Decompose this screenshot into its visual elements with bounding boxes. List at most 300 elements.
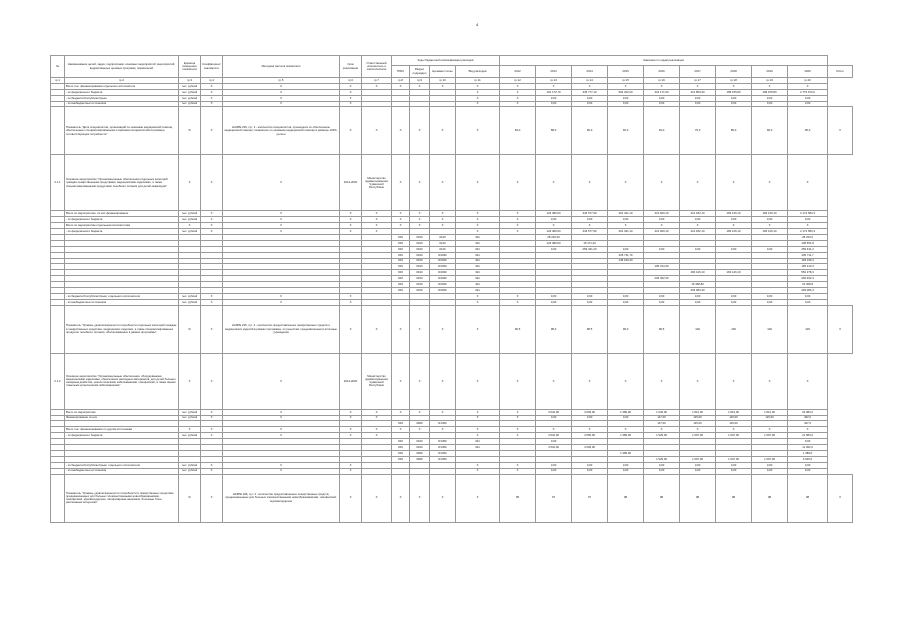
table-cell: X [500, 468, 536, 474]
table-cell: R1450 [430, 445, 456, 451]
table-cell: 95,0 [788, 107, 828, 155]
table-cell: 1 697,00 [680, 433, 716, 439]
table-cell: X [201, 409, 223, 415]
header-method: Методика расчета показателя [223, 56, 340, 78]
table-cell: X [201, 211, 223, 217]
table-cell: 117,00 [644, 415, 680, 421]
table-cell: Всего тыс. финансирования по другим источникам [65, 427, 179, 433]
table-cell: 195 313,3 [788, 264, 828, 270]
header-total: Итого [828, 66, 853, 78]
table-cell: 184 126,10 [716, 211, 752, 217]
header-column-number: гр.1 [51, 78, 65, 84]
table-cell: 0,00 [716, 299, 752, 305]
table-cell: Показатель "Уровень удовлетворенности потребности отдельных категорий граждан в лекарственных средствах, медицинских изделиях, а также специализированных продуктах лечебного питания, обеспечиваемых в рамках программы" [65, 305, 179, 353]
table-cell: X [456, 299, 500, 305]
header-year: 2017 [680, 66, 716, 78]
table-cell: 903 [392, 276, 410, 282]
table-cell: тыс. рублей [179, 299, 201, 305]
table-cell: X [430, 427, 456, 433]
table-cell: X [179, 223, 201, 229]
table-cell: X [410, 155, 430, 211]
table-cell: тыс. рублей [179, 293, 201, 299]
table-cell: 115,00 [716, 421, 752, 427]
table-cell: X [410, 223, 430, 229]
table-cell: 98,5 [572, 305, 608, 353]
table-cell: 0910 [410, 288, 430, 294]
table-cell: X [644, 223, 680, 229]
table-cell: X [456, 293, 500, 299]
table-cell: 184 126,10 [752, 211, 788, 217]
table-cell: 0,00 [680, 462, 716, 468]
table-cell: 421 920,10 [644, 229, 680, 235]
table-cell: Финансирование из них [65, 415, 179, 421]
table-cell: 138 651,8 [788, 240, 828, 246]
table-cell: 6 620,0 [788, 456, 828, 462]
table-cell: 0910 [410, 282, 430, 288]
table-cell: X [340, 462, 362, 468]
table-cell: 0910 [410, 439, 430, 445]
table-cell: НАЗРЕ 226, сут. 4 - количество специалистов, прошедших по обеспечению медицинской помощи; показатель по оказанию медицинской помощи в размере 100%, регион [223, 107, 340, 155]
table-cell: X [201, 229, 223, 235]
table-cell: X [716, 83, 752, 89]
table-row [51, 353, 853, 409]
table-cell: X [340, 299, 362, 305]
table-cell: 594 232,00 [608, 89, 644, 95]
table-cell: X [223, 229, 340, 235]
table-cell: 99,0 [608, 305, 644, 353]
table-cell: X [456, 462, 500, 468]
table-cell: 1 697,00 [752, 433, 788, 439]
header-year: 2013 [536, 66, 572, 78]
table-cell: X [340, 229, 362, 235]
table-cell: 0,00 [716, 246, 752, 252]
page-number: 4 [476, 22, 479, 27]
table-cell: X [456, 229, 500, 235]
header-column-number: гр.6 [340, 78, 362, 84]
table-cell: 0,00 [752, 95, 788, 101]
table-cell: X [201, 293, 223, 299]
table-cell: тыс. рублей [179, 89, 201, 95]
table-cell: X [340, 409, 362, 415]
table-cell: 0,00 [716, 95, 752, 101]
table-cell: X [392, 155, 410, 211]
table-cell: 0,00 [644, 468, 680, 474]
table-cell: X [362, 107, 392, 155]
header-column-number: гр.20 [788, 78, 828, 84]
table-cell: X [456, 217, 500, 223]
table-cell: 184 126,10 [716, 270, 752, 276]
table-cell: X [456, 211, 500, 217]
table-cell: X [430, 155, 456, 211]
table-cell: 184 126,10 [752, 229, 788, 235]
table-cell: 100 [716, 305, 752, 353]
table-cell: 0120 [430, 246, 456, 252]
table-cell: 1 389,00 [608, 409, 644, 415]
table-cell: 0910 [410, 258, 430, 264]
header-column-number: гр.12 [500, 78, 536, 84]
table-cell: X [201, 89, 223, 95]
table-cell: X [223, 353, 340, 409]
table-cell: 321 [456, 235, 500, 241]
table-cell: 115,00 [680, 415, 716, 421]
table-cell: 15 368,8 [788, 282, 828, 288]
table-cell: X [340, 468, 362, 474]
table-cell: 321 [456, 246, 500, 252]
table-cell: X [456, 305, 500, 353]
table-cell: X [572, 353, 608, 409]
table-cell: X [340, 211, 362, 217]
table-cell: 0,00 [788, 468, 828, 474]
table-cell: X [430, 107, 456, 155]
table-cell: 1 697,00 [716, 433, 752, 439]
header-budget-codes: Коды бюджетной классификации расходов [392, 56, 500, 66]
table-cell: X [716, 223, 752, 229]
table-cell: 2014-2020 [340, 155, 362, 211]
table-cell: 21 584,0 [788, 433, 828, 439]
table-cell: 28 220,00 [536, 235, 572, 241]
table-cell: X [788, 427, 828, 433]
table-cell: 148 199,4 [788, 258, 828, 264]
table-cell: Министерство здравоохранения Чувашской Республики [362, 353, 392, 409]
table-cell: 205 711,70 [608, 252, 644, 258]
table-cell: R4030 [430, 276, 456, 282]
table-cell: X [410, 107, 430, 155]
table-cell: X [500, 89, 536, 95]
table-cell: - из внебюджетных источников [65, 101, 179, 107]
header-year: 2018 [716, 66, 752, 78]
table-cell: 0,00 [572, 468, 608, 474]
header-values-by-year: Значения по годам реализации [500, 56, 828, 66]
table-cell: Всего тыс. финансирования отдельного исполнителя [65, 83, 179, 89]
table-cell: 0910 [410, 276, 430, 282]
header-column-number: гр.5 [223, 78, 340, 84]
table-cell: R1450 [430, 456, 456, 462]
table-cell: 115,00 [680, 421, 716, 427]
table-cell: X [223, 83, 340, 89]
table-cell: 412 853,30 [680, 89, 716, 95]
table-cell: X [223, 427, 340, 433]
table-cell: X [828, 474, 853, 522]
table-cell: 321 [456, 439, 500, 445]
table-cell: 903 [392, 450, 410, 456]
table-cell: 115,00 [752, 415, 788, 421]
table-cell: X [410, 474, 430, 522]
table-cell: 98 [644, 474, 680, 522]
table-cell: X [788, 353, 828, 409]
table-cell: 0,00 [716, 468, 752, 474]
table-cell: X [340, 89, 362, 95]
table-cell: 23 082,0 [788, 409, 828, 415]
table-cell: X [201, 427, 223, 433]
table-cell: 0,00 [644, 101, 680, 107]
table-cell: X [456, 107, 500, 155]
table-cell: X [392, 107, 410, 155]
table-cell: X [410, 211, 430, 217]
table-cell: X [201, 468, 223, 474]
table-cell: 99,5 [644, 305, 680, 353]
table-cell: X [340, 217, 362, 223]
table-cell: X [752, 427, 788, 433]
table-cell: - из бюджета Республики Крым, отдельного исполнителя [65, 462, 179, 468]
table-cell: 0,00 [752, 299, 788, 305]
table-cell: 0,00 [572, 95, 608, 101]
table-cell: X [500, 217, 536, 223]
table-cell: - из федерального бюджета [65, 229, 179, 235]
table-cell: 0,00 [788, 299, 828, 305]
table-cell: 491 431,10 [608, 229, 644, 235]
table-cell: 903 [392, 240, 410, 246]
table-cell: 903 [392, 282, 410, 288]
table-cell: X [500, 83, 536, 89]
table-cell: X [340, 474, 362, 522]
table-cell: 123 480,60 [536, 229, 572, 235]
table-cell: X [608, 223, 644, 229]
table-cell: 0,00 [644, 246, 680, 252]
table-cell: X [362, 409, 392, 415]
table-cell: тыс. рублей [179, 101, 201, 107]
table-cell: 1 529,00 [644, 433, 680, 439]
table-cell: 0,00 [536, 439, 572, 445]
table-cell: - из бюджета Республики Крым [65, 95, 179, 101]
table-cell: Основное мероприятие "Организационные обеспечения, оборудованием, медицинскими изделиями, обеспечение расходных материалов, для детей больных сахарным диабетом, онкологическими заболеваниями, гемофилией, а также иными тяжелыми хроническими заболеваниями" [65, 353, 179, 409]
table-cell: X [430, 353, 456, 409]
table-cell: X [340, 415, 362, 421]
table-cell: 903 [392, 288, 410, 294]
table-cell: X [572, 155, 608, 211]
table-cell: 0,00 [536, 468, 572, 474]
table-cell: 0909 [410, 421, 430, 427]
table-cell: X [201, 474, 223, 522]
table-cell: X [536, 83, 572, 89]
header-year: 2015 [608, 66, 644, 78]
table-cell: 97 [536, 474, 572, 522]
table-cell: X [223, 95, 340, 101]
table-cell: 0,00 [572, 101, 608, 107]
table-cell: 184 126,10 [680, 270, 716, 276]
table-cell: 0,00 [716, 293, 752, 299]
table-cell: - из федерального бюджета [65, 89, 179, 95]
table-cell: 100 [680, 305, 716, 353]
table-cell: 903 [392, 246, 410, 252]
table-cell: 321 [456, 264, 500, 270]
table-cell: 0,00 [536, 101, 572, 107]
table-cell: 0,00 [536, 415, 572, 421]
table-cell: 0,00 [752, 101, 788, 107]
table-cell: X [500, 415, 536, 421]
table-cell: 903 [392, 439, 410, 445]
table-cell: 189 155,80 [716, 89, 752, 95]
table-cell: X [201, 107, 223, 155]
table-cell: 0,00 [572, 293, 608, 299]
table-cell: X [392, 353, 410, 409]
table-cell: 0,00 [608, 101, 644, 107]
table-cell: 0,00 [752, 217, 788, 223]
table-cell: X [456, 83, 500, 89]
table-cell: 123 480,60 [536, 240, 572, 246]
table-cell: 491 431,10 [608, 211, 644, 217]
table-cell: 0,00 [536, 293, 572, 299]
table-cell: X [680, 83, 716, 89]
table-cell: X [644, 83, 680, 89]
table-cell: X [536, 223, 572, 229]
table-cell: X [410, 83, 430, 89]
table-cell: R4030 [430, 252, 456, 258]
table-cell: X [223, 211, 340, 217]
table-cell: X [340, 107, 362, 155]
table-cell: X [456, 433, 500, 439]
table-cell: X [430, 83, 456, 89]
table-cell: X [752, 155, 788, 211]
table-cell: 0,00 [536, 299, 572, 305]
table-cell: 0,00 [788, 95, 828, 101]
table-cell: 412 182,10 [680, 229, 716, 235]
table-cell: 0910 [410, 252, 430, 258]
table-cell: 0910 [410, 270, 430, 276]
table-cell: 259 431,20 [572, 246, 608, 252]
table-cell: 2.1.1 [51, 155, 65, 211]
table-cell: X [608, 83, 644, 89]
table-cell: 1 812,00 [680, 409, 716, 415]
table-cell: X [456, 101, 500, 107]
table-cell: 0,00 [788, 439, 828, 445]
table-cell: 321 [456, 445, 500, 451]
table-row [51, 107, 853, 155]
table-cell: X [410, 217, 430, 223]
table-cell: X [572, 427, 608, 433]
table-cell: Основное мероприятие "Организационные обеспечения отдельных категорий граждан лекарственными средствами, медицинскими изделиями, а также специализированными продуктами лечебного питания для детей-инвалидов" [65, 155, 179, 211]
table-cell: X [500, 293, 536, 299]
table-cell: 148 199,40 [608, 258, 644, 264]
table-cell: 321 [456, 252, 500, 258]
table-cell: X [201, 299, 223, 305]
table-cell: 93,0 [644, 107, 680, 155]
table-cell: 0,00 [572, 415, 608, 421]
table-cell: 117,00 [644, 421, 680, 427]
table-cell: X [536, 155, 572, 211]
table-cell [51, 305, 65, 353]
header-column-number: гр.16 [644, 78, 680, 84]
table-cell: 98 [788, 474, 828, 522]
table-cell: X [608, 155, 644, 211]
table-cell: X [500, 433, 536, 439]
table-cell: X [644, 353, 680, 409]
table-cell: 90,0 [752, 107, 788, 155]
table-cell: X [788, 83, 828, 89]
table-cell: 0,00 [680, 246, 716, 252]
table-cell: X [410, 353, 430, 409]
table-cell: 1 697,00 [716, 456, 752, 462]
table-cell: R4030 [430, 270, 456, 276]
table-cell: X [500, 223, 536, 229]
table-cell: X [340, 427, 362, 433]
table-cell: 205 711,7 [788, 252, 828, 258]
table-cell: 98 [752, 474, 788, 522]
header-column-number: гр.2 [65, 78, 179, 84]
table-cell: X [362, 415, 392, 421]
table-cell: 0,00 [608, 293, 644, 299]
header-column-number: гр.19 [752, 78, 788, 84]
table-cell: 0909 [410, 450, 430, 456]
table-cell: 0,00 [536, 217, 572, 223]
table-cell: % [179, 107, 201, 155]
table-cell: 92,0 [608, 107, 644, 155]
table-cell: X [201, 433, 223, 439]
table-cell: X [201, 462, 223, 468]
table-cell: X [828, 305, 853, 353]
table-cell: 88,0 [536, 107, 572, 155]
table-cell: 2014-2020 [340, 353, 362, 409]
table-cell: 0,00 [752, 246, 788, 252]
header-column-number: гр.10 [430, 78, 456, 84]
table-cell: X [223, 155, 340, 211]
table-cell: 343 577,90 [572, 211, 608, 217]
table-cell: 1 389,0 [788, 450, 828, 456]
table-cell: X [392, 305, 410, 353]
table-cell: 0,00 [572, 217, 608, 223]
table-cell: тыс. рублей [179, 462, 201, 468]
table-cell: 11 062,0 [788, 445, 828, 451]
table-cell: R4030 [430, 288, 456, 294]
table-cell: 0,00 [680, 217, 716, 223]
table-cell: 0,00 [536, 95, 572, 101]
table-cell: 195 313,30 [644, 264, 680, 270]
table-cell: X [362, 217, 392, 223]
table-cell: 1 812,00 [752, 409, 788, 415]
table-cell: X [500, 427, 536, 433]
header-vr: Вид расходов [456, 66, 500, 78]
table-cell: тыс. рублей [179, 83, 201, 89]
table-cell: X [201, 223, 223, 229]
table-cell: 0,00 [608, 217, 644, 223]
table-cell: 98,0 [536, 305, 572, 353]
table-cell: 0,00 [608, 468, 644, 474]
table-cell: 552 378,3 [788, 270, 828, 276]
table-cell: 1 697,00 [752, 456, 788, 462]
table-cell: X [392, 427, 410, 433]
header-year: 2012 [500, 66, 536, 78]
table-cell: 98 [716, 474, 752, 522]
table-cell: 0,00 [644, 95, 680, 101]
table-cell: X [500, 409, 536, 415]
table-cell: X [608, 427, 644, 433]
header-column-number: гр.13 [536, 78, 572, 84]
table-cell: 0,00 [752, 293, 788, 299]
table-cell: 206 452,30 [644, 276, 680, 282]
header-responsible: Ответственный исполнитель и соисполнители [362, 56, 392, 78]
table-cell: 184 126,10 [716, 229, 752, 235]
table-cell: X [456, 223, 500, 229]
table-cell: 1 646,00 [644, 409, 680, 415]
table-cell: X [392, 217, 410, 223]
table-cell: X [752, 223, 788, 229]
table-cell: X [500, 155, 536, 211]
table-cell: 0,00 [716, 217, 752, 223]
table-cell: X [392, 83, 410, 89]
table-cell: 412 182,10 [680, 211, 716, 217]
header-no: № [51, 56, 65, 78]
table-cell: 98 [680, 474, 716, 522]
header-term: Срок реализации [340, 56, 362, 78]
table-cell: 0,00 [680, 95, 716, 101]
table-cell: X [201, 101, 223, 107]
table-cell: X [340, 223, 362, 229]
table-cell: 0,00 [644, 462, 680, 468]
table-cell: X [680, 427, 716, 433]
table-cell [51, 107, 65, 155]
header-year: 2014 [572, 66, 608, 78]
table-cell: X [362, 223, 392, 229]
table-cell: 15 368,80 [680, 282, 716, 288]
